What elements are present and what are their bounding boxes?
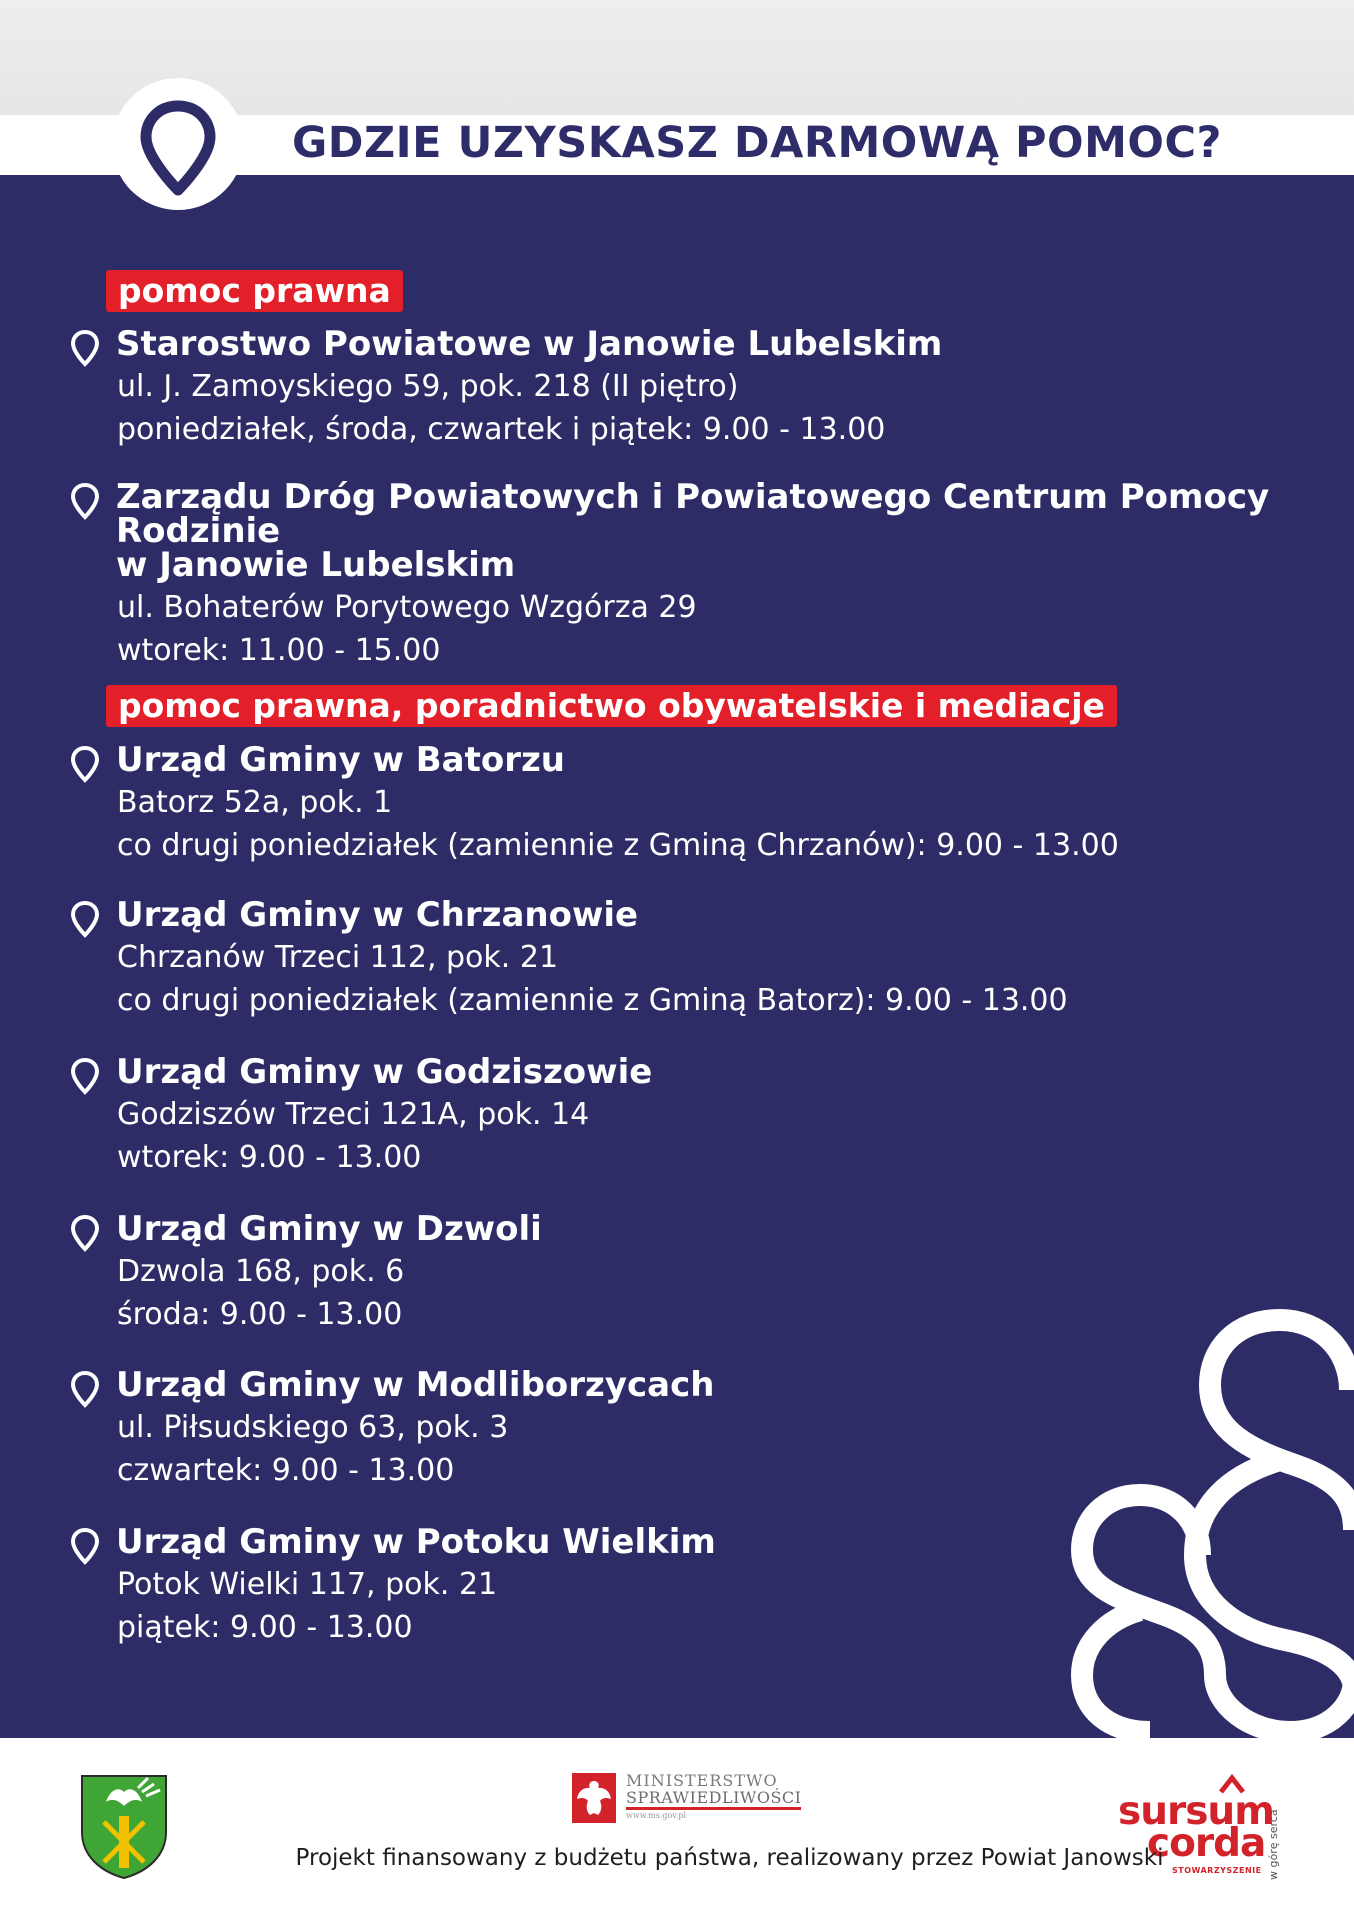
entry-name: Urząd Gminy w Batorzu: [116, 740, 565, 780]
entry-name: Urząd Gminy w Dzwoli: [116, 1209, 542, 1249]
ministry-logo-text: [626, 1772, 801, 1822]
paragraph-symbol-icon: [1065, 1300, 1354, 1738]
location-pin-icon: [70, 900, 100, 938]
entry-name: Zarządu Dróg Powiatowych i Powiatowego Centrum Pomocy Rodzinie: [116, 477, 1270, 551]
entry-hours: wtorek: 11.00 - 15.00: [117, 633, 441, 668]
entry-address: Dzwola 168, pok. 6: [117, 1254, 405, 1289]
help-locations-panel: [0, 175, 1354, 1738]
section-label-legal-civic-mediation: pomoc prawna, poradnictwo obywatelskie i mediacje: [106, 685, 1117, 727]
entry-hours: wtorek: 9.00 - 13.00: [117, 1140, 422, 1175]
ministry-name-line2: SPRAWIEDLIWOŚCI: [626, 1789, 801, 1810]
location-pin-icon: [70, 482, 100, 520]
entry-address: Chrzanów Trzeci 112, pok. 21: [117, 940, 559, 975]
partner-type: STOWARZYSZENIE: [1172, 1866, 1262, 1875]
entry-name: Urząd Gminy w Godziszowie: [116, 1052, 653, 1092]
ministry-name-line1: MINISTERSTWO: [626, 1771, 778, 1790]
entry-hours: co drugi poniedziałek (zamiennie z Gminą Batorz): 9.00 - 13.00: [117, 983, 1068, 1018]
location-pin-icon: [70, 1214, 100, 1252]
section-label-legal-aid: pomoc prawna: [106, 270, 403, 312]
entry-address: ul. Piłsudskiego 63, pok. 3: [117, 1410, 509, 1445]
location-pin-icon: [70, 1370, 100, 1408]
entry-hours: środa: 9.00 - 13.00: [117, 1297, 403, 1332]
location-pin-icon: [70, 1057, 100, 1095]
location-pin-icon: [70, 745, 100, 783]
entry-hours: czwartek: 9.00 - 13.00: [117, 1453, 455, 1488]
header-location-badge: [112, 78, 244, 210]
entry-address: Batorz 52a, pok. 1: [117, 785, 393, 820]
location-pin-icon: [70, 329, 100, 367]
entry-hours: piątek: 9.00 - 13.00: [117, 1610, 413, 1645]
entry-name: Urząd Gminy w Chrzanowie: [116, 895, 639, 935]
footer-text: Projekt finansowany z budżetu państwa, realizowany przez Powiat Janowski: [295, 1845, 1164, 1871]
list-item: [70, 895, 1310, 1022]
entry-name-continued: w Janowie Lubelskim: [116, 545, 516, 585]
entry-name: Urząd Gminy w Potoku Wielkim: [116, 1522, 716, 1562]
partner-motto: w górę serca: [1267, 1809, 1280, 1880]
entry-address: ul. Bohaterów Porytowego Wzgórza 29: [117, 590, 697, 625]
entry-address: Potok Wielki 117, pok. 21: [117, 1567, 498, 1602]
list-item: [70, 324, 1310, 451]
entry-name: Starostwo Powiatowe w Janowie Lubelskim: [116, 324, 943, 364]
list-item: [70, 740, 1310, 867]
entry-address: Godziszów Trzeci 121A, pok. 14: [117, 1097, 590, 1132]
list-item: [70, 1052, 1310, 1179]
ministry-url: www.ms.gov.pl: [626, 1811, 687, 1820]
entry-name: Urząd Gminy w Modliborzycach: [116, 1365, 715, 1405]
partner-name-line2: corda: [1147, 1821, 1266, 1866]
footer-funding-note: [0, 1845, 1354, 1871]
page-title: GDZIE UZYSKASZ DARMOWĄ POMOC?: [292, 118, 1222, 168]
entry-address: ul. J. Zamoyskiego 59, pok. 218 (II piętro): [117, 369, 739, 404]
location-pin-icon: [70, 1527, 100, 1565]
entry-hours: co drugi poniedziałek (zamiennie z Gminą Chrzanów): 9.00 - 13.00: [117, 828, 1119, 863]
entry-hours: poniedziałek, środa, czwartek i piątek: 9.00 - 13.00: [117, 412, 886, 447]
polish-eagle-icon: [572, 1773, 616, 1823]
partner-name-line1: sursum: [1118, 1789, 1274, 1834]
location-pin-icon: [138, 100, 218, 196]
list-item: [70, 477, 1310, 672]
